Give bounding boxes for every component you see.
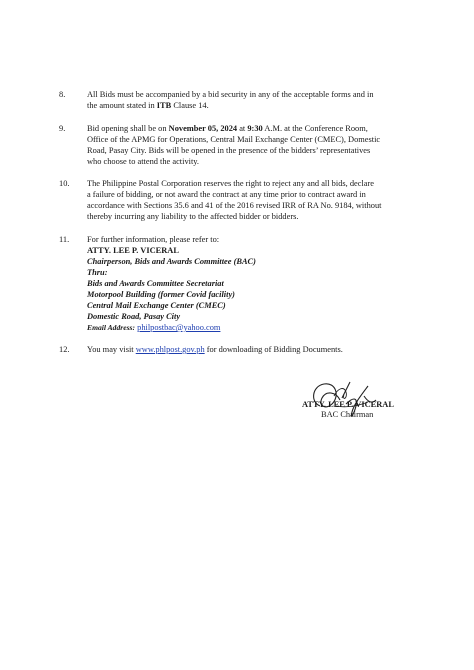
clause-number: 11. <box>59 235 70 244</box>
email-label: Email Address: <box>87 323 136 332</box>
text-span: at <box>237 124 248 133</box>
contact-block <box>87 234 429 333</box>
office-line: Motorpool Building (former Covid facility) <box>87 290 235 299</box>
clause-text <box>87 344 429 355</box>
office-line: Central Mail Exchange Center (CMEC) <box>87 301 226 310</box>
clause-number: 10. <box>59 179 70 188</box>
clause-line <box>87 344 429 355</box>
text-span: A.M. at the Conference Room, <box>262 124 368 133</box>
itb-reference: ITB <box>156 101 172 110</box>
text-span: Bid opening shall be on <box>87 124 169 133</box>
clause-line <box>87 123 429 134</box>
thru-label: Thru: <box>87 268 108 277</box>
clause-line: accordance with Sections 35.6 and 41 of the 2016 revised IRR of RA No. 9184, without <box>87 201 382 210</box>
bid-opening-date: November 05, 2024 <box>168 124 238 133</box>
clause-line: Office of the APMG for Operations, Central Mail Exchange Center (CMEC), Domestic <box>87 135 381 144</box>
website-link[interactable]: www.phlpost.gov.ph <box>135 345 205 354</box>
clause-line: a failure of bidding, or not award the contract at any time prior to contract award in <box>87 190 366 199</box>
clause-line: The Philippine Postal Corporation reserves the right to reject any and all bids, declare <box>87 179 374 188</box>
clause-line: Road, Pasay City. Bids will be opened in the presence of the bidders’ representatives <box>87 146 371 155</box>
bid-opening-time: 9:30 <box>247 124 263 133</box>
clause-line: who choose to attend the activity. <box>87 157 200 166</box>
contact-intro: For further information, please refer to: <box>87 235 220 244</box>
text-span: Clause 14. <box>171 101 209 110</box>
clause-line <box>87 100 429 111</box>
clause-number: 12. <box>59 345 70 354</box>
office-line: Domestic Road, Pasay City <box>87 312 181 321</box>
text-span: the amount stated in <box>87 101 157 110</box>
office-line: Bids and Awards Committee Secretariat <box>87 279 224 288</box>
text-span: for downloading of Bidding Documents. <box>204 345 343 354</box>
text-span: You may visit <box>87 345 136 354</box>
clause-text <box>87 89 429 111</box>
clause-number: 8. <box>59 90 66 99</box>
contact-name: ATTY. LEE P. VICERAL <box>87 246 179 255</box>
email-link[interactable]: philpostbac@yahoo.com <box>137 323 221 332</box>
clause-line: All Bids must be accompanied by a bid security in any of the acceptable forms and in <box>87 90 374 99</box>
signatory-name: ATTY. LEE P. VICERAL <box>302 400 394 409</box>
clause-line: thereby incurring any liability to the affected bidder or bidders. <box>87 212 299 221</box>
clause-text <box>87 178 429 222</box>
clause-text <box>87 123 429 167</box>
clause-number: 9. <box>59 124 66 133</box>
email-line <box>87 322 429 333</box>
signatory-title: BAC Chairman <box>321 410 374 419</box>
contact-position: Chairperson, Bids and Awards Committee (BAC) <box>87 257 256 266</box>
